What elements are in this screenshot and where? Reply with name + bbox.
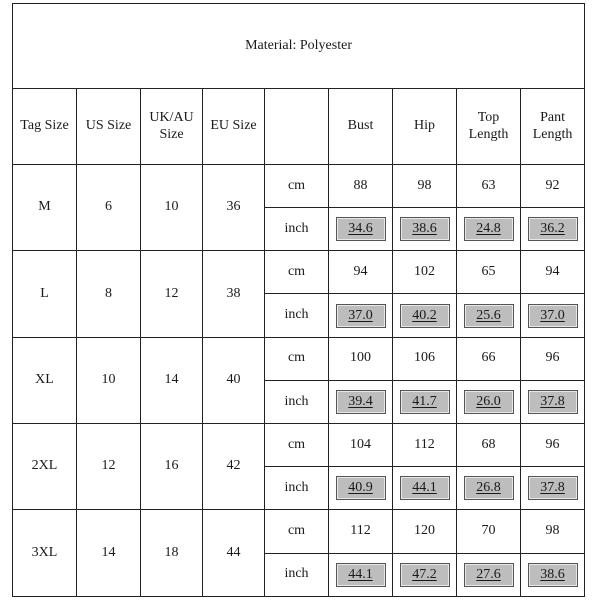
unit-label-cm: cm [265, 251, 329, 294]
header-pant-length: Pant Length [521, 89, 585, 164]
top-length-inch-value: 24.8 [464, 217, 514, 241]
header-us-size: US Size [77, 89, 141, 164]
pant-length-inch-value: 38.6 [528, 563, 578, 587]
tag-size-cell: 2XL [13, 424, 77, 510]
uk-au-size-cell: 16 [141, 424, 203, 510]
top-length-cm-cell: 63 [457, 164, 521, 207]
hip-inch-cell [393, 208, 457, 251]
unit-label-inch: inch [265, 208, 329, 251]
bust-cm-cell: 100 [329, 337, 393, 380]
bust-inch-value: 37.0 [336, 304, 386, 328]
hip-cm-cell: 98 [393, 164, 457, 207]
pant-length-inch-value: 37.8 [528, 476, 578, 500]
pant-length-inch-value: 37.0 [528, 304, 578, 328]
pant-length-inch-value: 37.8 [528, 390, 578, 414]
top-length-inch-value: 25.6 [464, 304, 514, 328]
eu-size-cell: 38 [203, 251, 265, 337]
uk-au-size-cell: 14 [141, 337, 203, 423]
header-bust: Bust [329, 89, 393, 164]
size-row-cm [13, 510, 585, 553]
hip-inch-cell [393, 294, 457, 337]
eu-size-cell: 42 [203, 424, 265, 510]
hip-inch-cell [393, 380, 457, 423]
title-row [13, 4, 585, 89]
bust-inch-value: 40.9 [336, 476, 386, 500]
uk-au-size-cell: 10 [141, 164, 203, 250]
hip-inch-value: 38.6 [400, 217, 450, 241]
top-length-cm-cell: 68 [457, 424, 521, 467]
bust-cm-cell: 112 [329, 510, 393, 553]
size-row-cm [13, 337, 585, 380]
tag-size-cell: L [13, 251, 77, 337]
top-length-inch-cell [457, 294, 521, 337]
hip-inch-cell [393, 467, 457, 510]
bust-cm-cell: 104 [329, 424, 393, 467]
uk-au-size-cell: 18 [141, 510, 203, 597]
header-tag-size: Tag Size [13, 89, 77, 164]
size-chart-sheet [12, 3, 584, 597]
us-size-cell: 12 [77, 424, 141, 510]
header-eu-size: EU Size [203, 89, 265, 164]
top-length-inch-value: 26.0 [464, 390, 514, 414]
chart-title: Material: Polyester [13, 4, 585, 89]
hip-cm-cell: 112 [393, 424, 457, 467]
pant-length-cm-cell: 96 [521, 424, 585, 467]
bust-inch-value: 34.6 [336, 217, 386, 241]
pant-length-cm-cell: 92 [521, 164, 585, 207]
tag-size-cell: XL [13, 337, 77, 423]
top-length-cm-cell: 65 [457, 251, 521, 294]
pant-length-cm-cell: 94 [521, 251, 585, 294]
pant-length-inch-cell [521, 467, 585, 510]
unit-label-cm: cm [265, 337, 329, 380]
eu-size-cell: 40 [203, 337, 265, 423]
uk-au-size-cell: 12 [141, 251, 203, 337]
size-row-cm [13, 424, 585, 467]
size-row-cm [13, 251, 585, 294]
hip-inch-value: 44.1 [400, 476, 450, 500]
bust-inch-value: 44.1 [336, 563, 386, 587]
pant-length-inch-cell [521, 553, 585, 596]
us-size-cell: 6 [77, 164, 141, 250]
pant-length-inch-cell [521, 294, 585, 337]
tag-size-cell: M [13, 164, 77, 250]
pant-length-inch-cell [521, 380, 585, 423]
unit-label-inch: inch [265, 294, 329, 337]
bust-inch-cell [329, 467, 393, 510]
top-length-inch-cell [457, 553, 521, 596]
pant-length-inch-cell [521, 208, 585, 251]
bust-cm-cell: 94 [329, 251, 393, 294]
header-unit [265, 89, 329, 164]
unit-label-inch: inch [265, 467, 329, 510]
top-length-inch-cell [457, 208, 521, 251]
size-row-cm [13, 164, 585, 207]
bust-inch-cell [329, 294, 393, 337]
bust-inch-value: 39.4 [336, 390, 386, 414]
bust-inch-cell [329, 208, 393, 251]
header-hip: Hip [393, 89, 457, 164]
top-length-cm-cell: 66 [457, 337, 521, 380]
header-uk-au-size: UK/AU Size [141, 89, 203, 164]
size-chart-table [12, 3, 585, 597]
hip-inch-value: 41.7 [400, 390, 450, 414]
eu-size-cell: 44 [203, 510, 265, 597]
top-length-inch-value: 26.8 [464, 476, 514, 500]
unit-label-cm: cm [265, 424, 329, 467]
hip-inch-cell [393, 553, 457, 596]
unit-label-inch: inch [265, 380, 329, 423]
header-top-length: Top Length [457, 89, 521, 164]
top-length-inch-value: 27.6 [464, 563, 514, 587]
hip-inch-value: 40.2 [400, 304, 450, 328]
unit-label-inch: inch [265, 553, 329, 596]
pant-length-cm-cell: 96 [521, 337, 585, 380]
us-size-cell: 10 [77, 337, 141, 423]
hip-cm-cell: 106 [393, 337, 457, 380]
us-size-cell: 14 [77, 510, 141, 597]
top-length-cm-cell: 70 [457, 510, 521, 553]
bust-inch-cell [329, 553, 393, 596]
tag-size-cell: 3XL [13, 510, 77, 597]
pant-length-inch-value: 36.2 [528, 217, 578, 241]
eu-size-cell: 36 [203, 164, 265, 250]
header-row [13, 89, 585, 164]
unit-label-cm: cm [265, 510, 329, 553]
bust-inch-cell [329, 380, 393, 423]
bust-cm-cell: 88 [329, 164, 393, 207]
pant-length-cm-cell: 98 [521, 510, 585, 553]
hip-cm-cell: 120 [393, 510, 457, 553]
us-size-cell: 8 [77, 251, 141, 337]
top-length-inch-cell [457, 467, 521, 510]
unit-label-cm: cm [265, 164, 329, 207]
hip-cm-cell: 102 [393, 251, 457, 294]
hip-inch-value: 47.2 [400, 563, 450, 587]
top-length-inch-cell [457, 380, 521, 423]
